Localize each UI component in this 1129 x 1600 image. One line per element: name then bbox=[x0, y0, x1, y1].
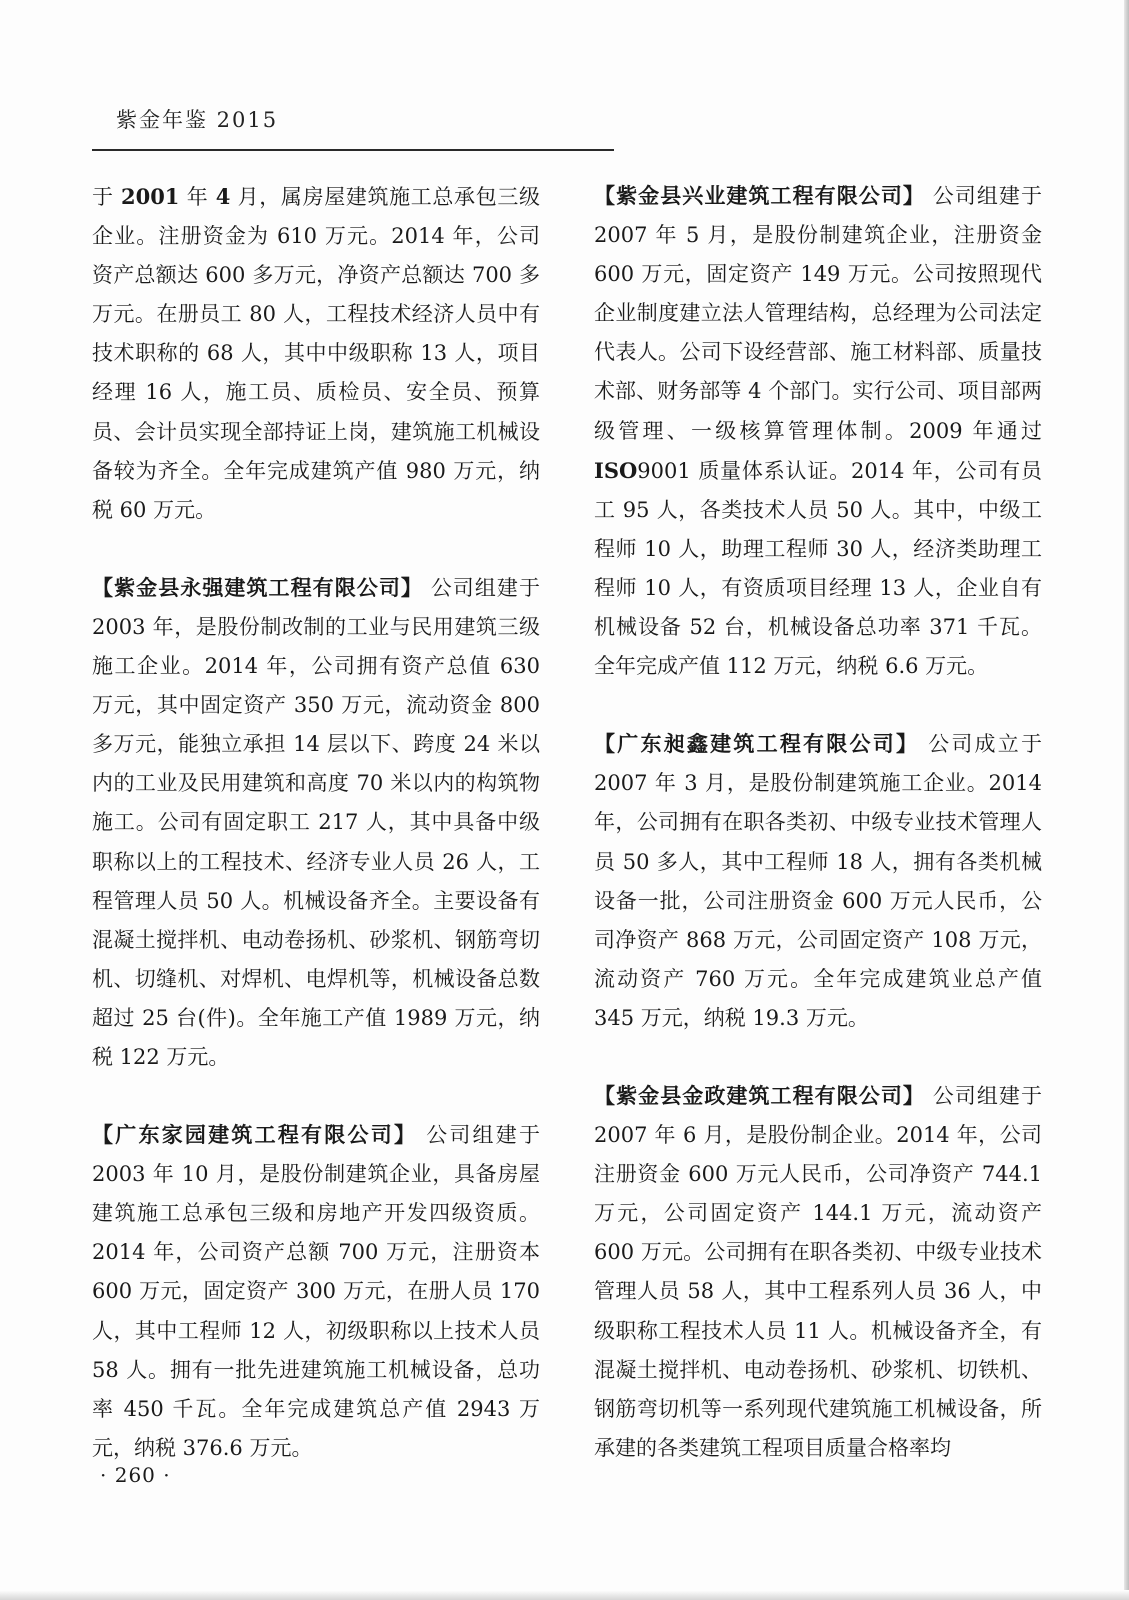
month-bold: 4 bbox=[215, 184, 231, 209]
running-header: 紫金年鉴 2015 bbox=[116, 108, 279, 132]
scan-bottom-shadow bbox=[0, 1590, 1129, 1600]
header-rule bbox=[92, 149, 614, 151]
entry-title: 【广东昶鑫建筑工程有限公司】 bbox=[594, 732, 920, 757]
paragraph-gap bbox=[594, 1038, 1042, 1077]
entry-body: 公司组建于 2003 年 10 月，是股份制建筑企业，具备房屋建筑施工总承包三级和房地产开发四级资质。2014 年，公司资产总额 700 万元，注册资本 600 万元，固定资产 300 万元，在册人员 170 人，其中工程师 12 人，初级职称以上技术人员 58 人。拥有一批先进建筑施工机械设备，总功率 450 千瓦。全年完成建筑总产值 2943 万元，纳税 376.6 万元。 bbox=[92, 1123, 540, 1460]
paragraph-gap bbox=[92, 1077, 540, 1116]
entry-title: 【紫金县兴业建筑工程有限公司】 bbox=[594, 184, 925, 208]
scan-edge-shadow bbox=[1124, 0, 1129, 1600]
left-column bbox=[92, 177, 540, 1468]
entry-body: 公司组建于 2007 年 6 月，是股份制企业。2014 年，公司注册资金 600 万元人民币，公司净资产 744.1 万元，公司固定资产 144.1 万元，流动资产 600 万元。公司拥有在职各类初、中级专业技术管理人员 58 人，其中工程系列人员 36 人，中级职称工程技术人员 11 人。机械设备齐全，有混凝土搅拌机、电动卷扬机、砂浆机、切铁机、钢筋弯切机等一系列现代建筑施工机械设备，所承建的各类建筑工程项目质量合格率均 bbox=[594, 1083, 1042, 1460]
page-number: · 260 · bbox=[100, 1463, 171, 1487]
entry-body: 9001 质量体系认证。2014 年，公司有员工 95 人，各类技术人员 50 人。其中，中级工程师 10 人，助理工程师 30 人，经济类助理工程师 10 人，有资质项目经理 13 人，企业自有机械设备 52 台，机械设备总功率 371 千瓦。全年完成产值 112 万元，纳税 6.6 万元。 bbox=[594, 458, 1042, 679]
entry-body: 公司组建于 2003 年，是股份制改制的工业与民用建筑三级施工企业。2014 年，公司拥有资产总值 630 万元，其中固定资产 350 万元，流动资金 800 多万元，能独立承担 14 层以下、跨度 24 米以内的工业及民用建筑和高度 70 米以内的构筑物施工。公司有固定职工 217 人，其中具备中级职称以上的工程技术、经济专业人员 26 人，工程管理人员 50 人。机械设备齐全。主要设备有混凝土搅拌机、电动卷扬机、砂浆机、钢筋弯切机、切缝机、对焊机、电焊机等，机械设备总数超过 25 台(件)。全年施工产值 1989 万元，纳税 122 万元。 bbox=[92, 575, 540, 1069]
year-bold: 2001 bbox=[120, 184, 180, 209]
paragraph-continued bbox=[92, 177, 540, 530]
iso-bold: ISO bbox=[594, 457, 638, 483]
paragraph-gap bbox=[92, 530, 540, 569]
text-run: 年 bbox=[179, 185, 216, 209]
text-run: 月，属房屋建筑施工总承包三级企业。注册资金为 610 万元。2014 年，公司资产总额达 600 多万元，净资产总额达 700 多万元。在册员工 80 人，工程技术经济人员中有技术职称的 68 人，其中中级职称 13 人，项目经理 16 人，施工员、质检员、安全员、预算员、会计员实现全部持证上岗，建筑施工机械设备较为齐全。全年完成建筑产值 980 万元，纳税 60 万元。 bbox=[92, 185, 540, 522]
entry-title: 【紫金县金政建筑工程有限公司】 bbox=[594, 1083, 925, 1108]
right-column bbox=[594, 177, 1042, 1468]
entry-body: 公司成立于 2007 年 3 月，是股份制建筑施工企业。2014 年，公司拥有在职各类初、中级专业技术管理人员 50 多人，其中工程师 18 人，拥有各类机械设备一批，公司注册资金 600 万元人民币，公司净资产 868 万元，公司固定资产 108 万元，流动资产 760 万元。全年完成建筑业总产值 345 万元，纳税 19.3 万元。 bbox=[594, 732, 1042, 1030]
entry-title: 【紫金县永强建筑工程有限公司】 bbox=[92, 575, 423, 600]
entry-yongqiang bbox=[92, 569, 540, 1077]
entry-title: 【广东家园建筑工程有限公司】 bbox=[92, 1123, 418, 1148]
entry-jinzheng bbox=[594, 1077, 1042, 1468]
paragraph-gap bbox=[594, 686, 1042, 725]
entry-body: 公司组建于 2007 年 5 月，是股份制建筑企业，注册资金 600 万元，固定资产 149 万元。公司按照现代企业制度建立法人管理结构，总经理为公司法定代表人。公司下设经营部、施工材料部、质量技术部、财务部等 4 个部门。实行公司、项目部两级管理、一级核算管理体制。2009 年通过 bbox=[594, 184, 1042, 443]
entry-changxin bbox=[594, 725, 1042, 1038]
entry-xingye bbox=[594, 177, 1042, 686]
text-run: 于 bbox=[92, 185, 121, 209]
entry-jiayuan bbox=[92, 1116, 540, 1468]
